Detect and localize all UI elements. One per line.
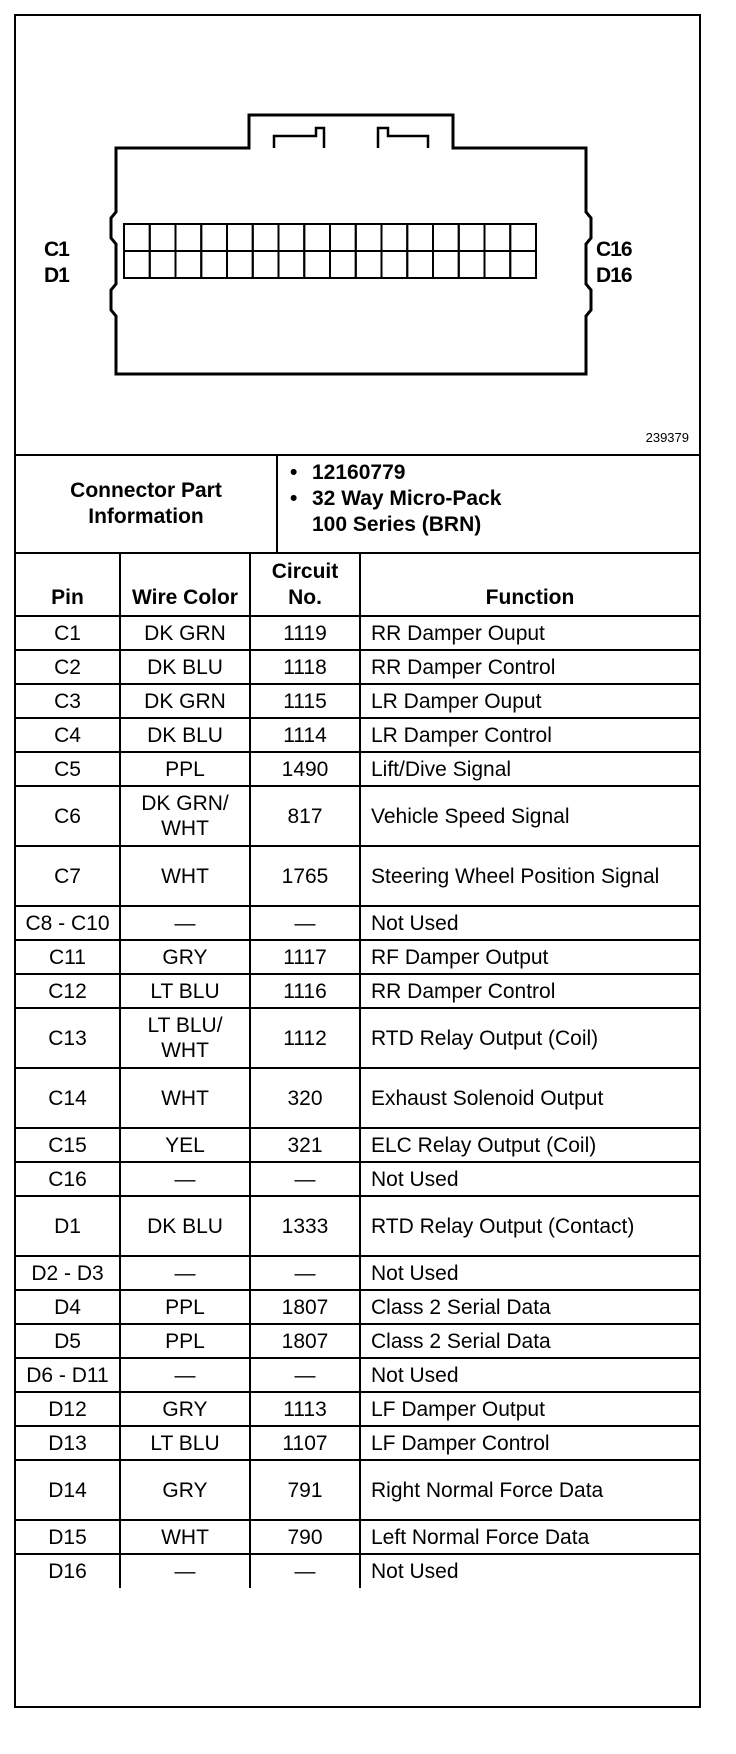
cell-pin: C16 [16,1162,120,1196]
pinout-table [16,554,699,1588]
cell-function: Exhaust Solenoid Output [360,1068,699,1128]
cell-function: LF Damper Output [360,1392,699,1426]
pin-cavity [176,251,202,278]
cell-wire-color: — [120,1256,250,1290]
cell-function: RR Damper Ouput [360,616,699,650]
pin-cavity [407,224,433,251]
info-item-part-number: • 12160779 [290,461,406,484]
cell-pin: C8 - C10 [16,906,120,940]
latch-tab-left [274,128,324,148]
pin-cavity [253,251,279,278]
cell-wire-color: GRY [120,1460,250,1520]
pin-cavity [150,251,176,278]
pin-cavity [150,224,176,251]
table-row [16,906,699,940]
pin-cavity [279,251,305,278]
pin-cavity [356,224,382,251]
table-row [16,846,699,906]
cell-wire-color: DK GRN/ WHT [120,786,250,846]
pin-cavity-grid [124,224,536,278]
cell-wire-color: — [120,1162,250,1196]
bullet-icon: • [290,461,298,484]
pin-cavity [433,224,459,251]
cell-pin: C1 [16,616,120,650]
info-item-series: 100 Series (BRN) [312,513,482,536]
cell-function: Not Used [360,1162,699,1196]
connector-info-list [278,456,699,552]
label-d16: D16 [596,264,632,287]
pin-cavity [356,251,382,278]
table-row [16,1426,699,1460]
table-row [16,1008,699,1068]
cell-wire-color: — [120,1358,250,1392]
cell-wire-color: GRY [120,1392,250,1426]
pin-cavity [304,251,330,278]
cell-pin: C11 [16,940,120,974]
cell-function: LR Damper Control [360,718,699,752]
pin-cavity [201,224,227,251]
table-row [16,1290,699,1324]
cell-circuit: 320 [250,1068,360,1128]
pin-cavity [382,251,408,278]
header-wire-color: Wire Color [120,554,250,616]
connector-info-label: Connector Part Information [16,456,278,552]
label-c1: C1 [44,238,69,261]
cell-circuit: 1118 [250,650,360,684]
cell-function: Class 2 Serial Data [360,1290,699,1324]
cell-function: Not Used [360,906,699,940]
cell-function: LR Damper Ouput [360,684,699,718]
connector-diagram [16,16,699,454]
cell-wire-color: WHT [120,846,250,906]
cell-pin: D14 [16,1460,120,1520]
cell-function: Steering Wheel Position Signal [360,846,699,906]
cell-wire-color: PPL [120,1290,250,1324]
table-row [16,1392,699,1426]
cell-circuit: 790 [250,1520,360,1554]
connector-sheet [14,14,701,1708]
cell-circuit: — [250,1256,360,1290]
cell-wire-color: GRY [120,940,250,974]
cell-wire-color: PPL [120,1324,250,1358]
table-row [16,1520,699,1554]
cell-wire-color: — [120,1554,250,1588]
connector-part-information [16,454,699,554]
cell-wire-color: YEL [120,1128,250,1162]
latch-tab-right [378,128,428,148]
cell-circuit: — [250,906,360,940]
cell-pin: C12 [16,974,120,1008]
pin-cavity [330,251,356,278]
cell-circuit: 1115 [250,684,360,718]
cell-wire-color: LT BLU [120,974,250,1008]
cell-pin: D1 [16,1196,120,1256]
cell-circuit: 1490 [250,752,360,786]
cell-pin: C14 [16,1068,120,1128]
cell-circuit: 817 [250,786,360,846]
pin-cavity [433,251,459,278]
cell-wire-color: PPL [120,752,250,786]
cell-circuit: 1114 [250,718,360,752]
pin-cavity [201,251,227,278]
table-row [16,940,699,974]
table-header-row [16,554,699,616]
cell-function: Vehicle Speed Signal [360,786,699,846]
pin-cavity [485,224,511,251]
cell-circuit: 1116 [250,974,360,1008]
info-item-type: • 32 Way Micro-Pack [290,487,502,510]
cell-function: Not Used [360,1256,699,1290]
table-row [16,974,699,1008]
table-row [16,650,699,684]
cell-circuit: — [250,1358,360,1392]
cell-pin: D13 [16,1426,120,1460]
table-row [16,1196,699,1256]
pin-cavity [227,224,253,251]
cell-circuit: 1807 [250,1324,360,1358]
cell-circuit: 1112 [250,1008,360,1068]
cell-circuit: 1113 [250,1392,360,1426]
header-function: Function [360,554,699,616]
cell-wire-color: DK GRN [120,616,250,650]
pin-cavity [459,224,485,251]
table-row [16,684,699,718]
pin-cavity [176,224,202,251]
table-row [16,1554,699,1588]
table-row [16,1460,699,1520]
cell-pin: D2 - D3 [16,1256,120,1290]
pin-cavity [124,224,150,251]
pin-cavity [330,224,356,251]
cell-circuit: 1117 [250,940,360,974]
cell-pin: C7 [16,846,120,906]
table-row [16,786,699,846]
cell-function: Not Used [360,1358,699,1392]
cell-pin: C13 [16,1008,120,1068]
cell-function: Left Normal Force Data [360,1520,699,1554]
table-row [16,616,699,650]
cell-wire-color: DK BLU [120,650,250,684]
connector-outline-drawing [16,16,699,454]
housing-outline [111,115,591,374]
cell-circuit: 1119 [250,616,360,650]
figure-number: 239379 [645,430,689,445]
cell-wire-color: DK BLU [120,718,250,752]
table-row [16,752,699,786]
cell-pin: D5 [16,1324,120,1358]
table-row [16,1324,699,1358]
pin-cavity [485,251,511,278]
pin-cavity [124,251,150,278]
cell-function: Lift/Dive Signal [360,752,699,786]
cell-wire-color: DK GRN [120,684,250,718]
table-row [16,1128,699,1162]
label-d1: D1 [44,264,69,287]
cell-pin: D6 - D11 [16,1358,120,1392]
cell-wire-color: LT BLU/ WHT [120,1008,250,1068]
cell-function: RTD Relay Output (Contact) [360,1196,699,1256]
cell-function: Class 2 Serial Data [360,1324,699,1358]
cell-circuit: 1107 [250,1426,360,1460]
cell-function: LF Damper Control [360,1426,699,1460]
cell-function: RR Damper Control [360,650,699,684]
cell-circuit: 1333 [250,1196,360,1256]
table-row [16,1256,699,1290]
cell-circuit: 791 [250,1460,360,1520]
pin-cavity [382,224,408,251]
cell-function: ELC Relay Output (Coil) [360,1128,699,1162]
cell-pin: C2 [16,650,120,684]
header-pin: Pin [16,554,120,616]
cell-circuit: — [250,1554,360,1588]
cell-circuit: — [250,1162,360,1196]
cell-pin: C5 [16,752,120,786]
cell-wire-color: WHT [120,1520,250,1554]
cell-pin: D12 [16,1392,120,1426]
cell-pin: D4 [16,1290,120,1324]
pin-cavity [459,251,485,278]
table-row [16,718,699,752]
pin-cavity [253,224,279,251]
cell-circuit: 1765 [250,846,360,906]
cell-pin: C4 [16,718,120,752]
table-row [16,1162,699,1196]
cell-circuit: 1807 [250,1290,360,1324]
cell-function: Not Used [360,1554,699,1588]
cell-pin: D16 [16,1554,120,1588]
pin-cavity [407,251,433,278]
bullet-icon: • [290,487,298,510]
pin-cavity [304,224,330,251]
cell-function: RTD Relay Output (Coil) [360,1008,699,1068]
label-c16: C16 [596,238,632,261]
pin-cavity [227,251,253,278]
cell-circuit: 321 [250,1128,360,1162]
table-row [16,1068,699,1128]
header-circuit-no: Circuit No. [250,554,360,616]
cell-function: Right Normal Force Data [360,1460,699,1520]
cell-wire-color: WHT [120,1068,250,1128]
cell-pin: C6 [16,786,120,846]
pin-cavity [510,224,536,251]
cell-wire-color: — [120,906,250,940]
cell-function: RF Damper Output [360,940,699,974]
table-row [16,1358,699,1392]
cell-pin: C3 [16,684,120,718]
cell-wire-color: DK BLU [120,1196,250,1256]
cell-pin: D15 [16,1520,120,1554]
pin-cavity [279,224,305,251]
cell-pin: C15 [16,1128,120,1162]
pin-cavity [510,251,536,278]
cell-function: RR Damper Control [360,974,699,1008]
cell-wire-color: LT BLU [120,1426,250,1460]
